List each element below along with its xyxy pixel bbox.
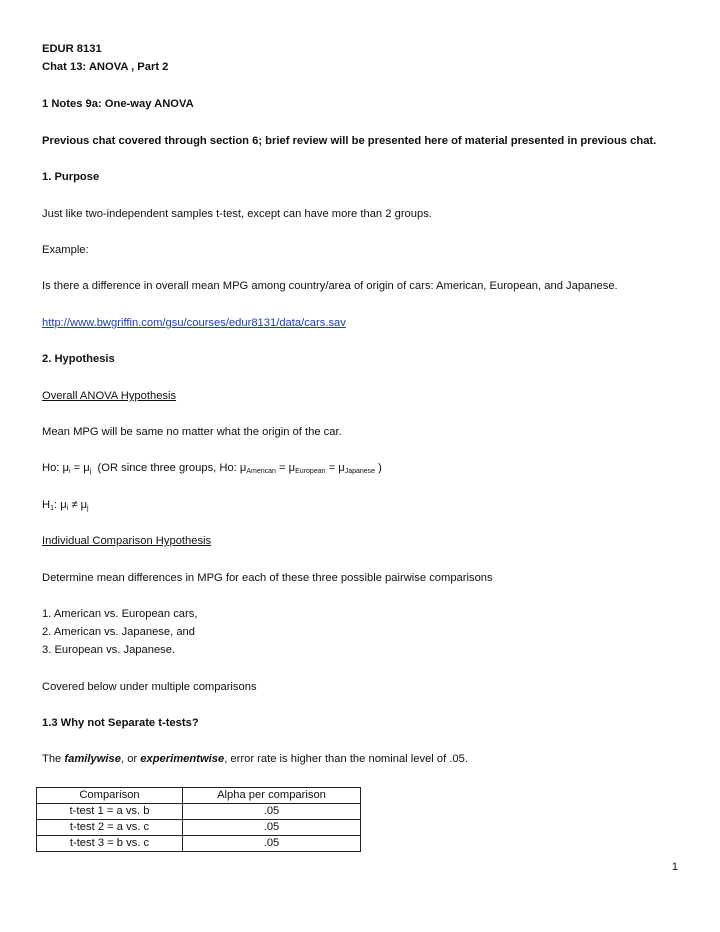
table-header: Alpha per comparison xyxy=(183,788,361,804)
comparison-item: 3. European vs. Japanese. xyxy=(42,644,176,656)
table-row xyxy=(37,820,361,836)
data-file-link[interactable]: http://www.bwgriffin.com/gsu/courses/edur8131/data/cars.sav xyxy=(42,317,346,329)
covered-note: Covered below under multiple comparisons xyxy=(42,681,257,693)
comparison-item: 2. American vs. Japanese, and xyxy=(42,626,195,638)
table-header-row xyxy=(37,788,361,804)
purpose-text: Just like two-independent samples t-test, except can have more than 2 groups. xyxy=(42,208,432,220)
table-header: Comparison xyxy=(37,788,183,804)
table-cell: t-test 3 = b vs. c xyxy=(37,836,183,852)
null-hypothesis: Ho: $\mu_i = \mu_j$ (OR since three groups, Ho: $\mu_{American} = \mu_{European} = \mu_{Japanese}$ ) xyxy=(42,462,382,475)
table-cell: t-test 1 = a vs. b xyxy=(37,804,183,820)
alpha-table xyxy=(36,787,361,852)
table-cell: .05 xyxy=(183,836,361,852)
table-row xyxy=(37,804,361,820)
table-cell: .05 xyxy=(183,820,361,836)
alternative-hypothesis: $H_1$: $\mu_i \ne \mu_j$ xyxy=(42,499,89,512)
purpose-heading: 1. Purpose xyxy=(42,171,100,183)
example-label: Example: xyxy=(42,244,89,256)
error-rate-text: The familywise, or experimentwise, error rate is higher than the nominal level of .05. xyxy=(42,753,468,765)
course-code: EDUR 8131 xyxy=(42,43,102,55)
comparison-item: 1. American vs. European cars, xyxy=(42,608,198,620)
hypothesis-heading: 2. Hypothesis xyxy=(42,353,115,365)
example-text: Is there a difference in overall mean MPG among country/area of origin of cars: American, European, and Japanese. xyxy=(42,280,618,292)
table-cell: .05 xyxy=(183,804,361,820)
table-row xyxy=(37,836,361,852)
chat-title: Chat 13: ANOVA , Part 2 xyxy=(42,61,169,73)
overall-hypothesis-text: Mean MPG will be same no matter what the origin of the car. xyxy=(42,426,342,438)
individual-hypothesis-heading: Individual Comparison Hypothesis xyxy=(42,535,212,547)
individual-hypothesis-text: Determine mean differences in MPG for each of these three possible pairwise comparisons xyxy=(42,572,493,584)
why-not-heading: 1.3 Why not Separate t-tests? xyxy=(42,717,199,729)
review-note: Previous chat covered through section 6; brief review will be presented here of material presented in previous chat. xyxy=(42,135,657,147)
page-number: 1 xyxy=(671,861,678,873)
notes-heading: 1 Notes 9a: One-way ANOVA xyxy=(42,98,194,110)
overall-hypothesis-heading: Overall ANOVA Hypothesis xyxy=(42,390,177,402)
table-cell: t-test 2 = a vs. c xyxy=(37,820,183,836)
